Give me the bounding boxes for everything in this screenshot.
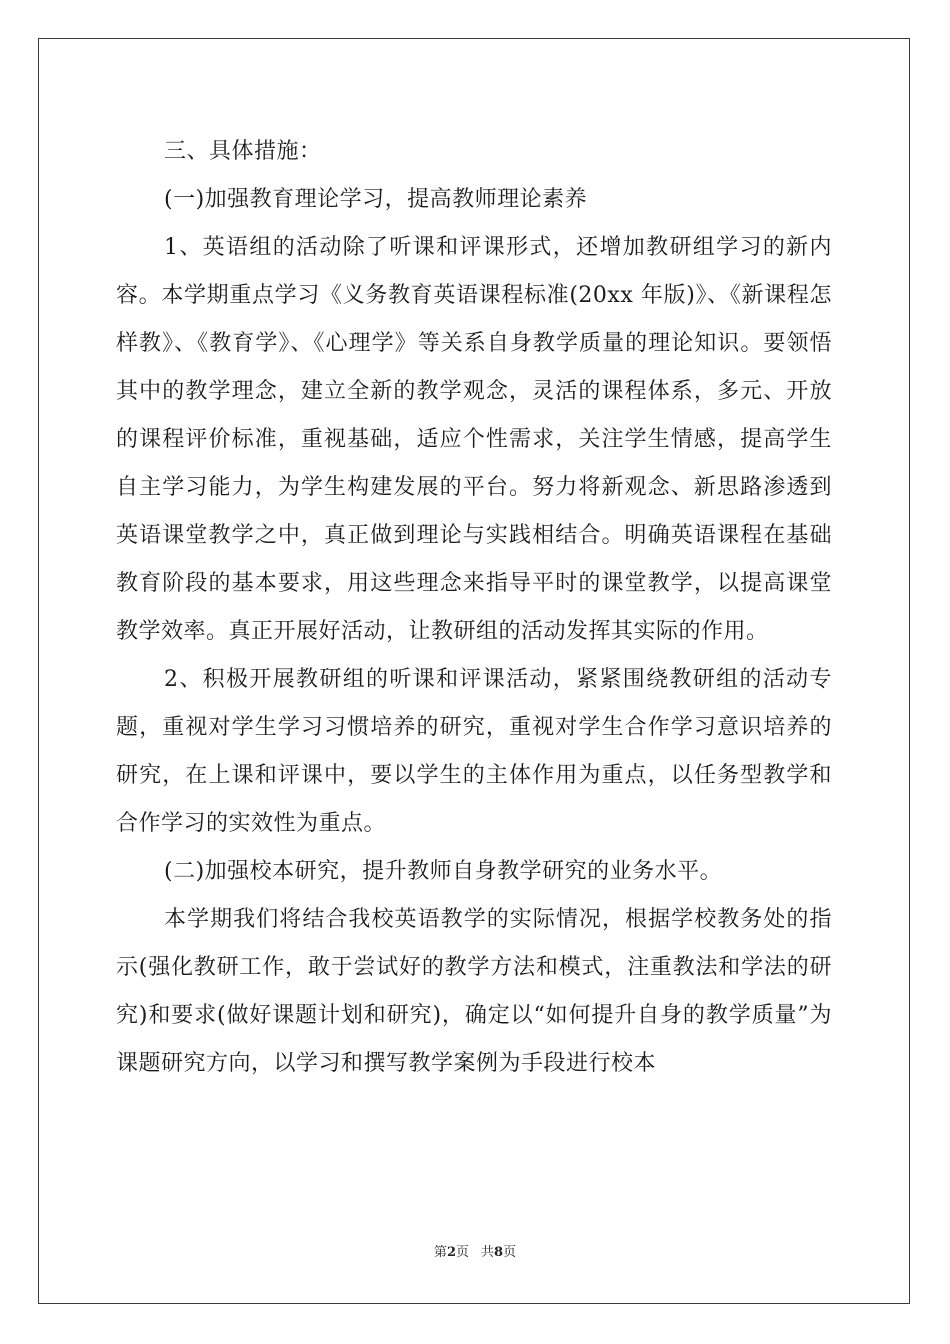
page-footer [0, 1244, 950, 1262]
page-prefix: 第 [433, 1245, 447, 1260]
total-suffix: 页 [503, 1245, 517, 1260]
document-body [116, 128, 832, 1088]
subsection-heading-1: (一)加强教育理论学习，提高教师理论素养 [164, 187, 588, 212]
section-heading: 三、具体措施： [164, 139, 322, 164]
total-prefix: 共 [481, 1245, 495, 1260]
paragraph-item-1: 1、英语组的活动除了听课和评课形式，还增加教研组学习的新内容。本学期重点学习《义务教育英语课程标准(20xx 年版)》、《新课程怎样教》、《教育学》、《心理学》等关系自身教学质量的理论知识。要领悟其中的教学理念，建立全新的教学观念，灵活的课程体系，多元、开放的课程评价标准，重视基础，适应个性需求，关注学生情感，提高学生自主学习能力，为学生构建发展的平台。努力将新观念、新思路渗透到英语课堂教学之中，真正做到理论与实践相结合。明确英语课程在基础教育阶段的基本要求，用这些理念来指导平时的课堂教学，以提高课堂教学效率。真正开展好活动，让教研组的活动发挥其实际的作用。 [116, 235, 832, 644]
paragraph-item-2: 2、积极开展教研组的听课和评课活动，紧紧围绕教研组的活动专题，重视对学生学习习惯培养的研究，重视对学生合作学习意识培养的研究，在上课和评课中，要以学生的主体作用为重点，以任务型教学和合作学习的实效性为重点。 [116, 667, 832, 836]
current-page-number: 2 [446, 1245, 456, 1260]
page-suffix: 页 [455, 1245, 469, 1260]
paragraph-school-research: 本学期我们将结合我校英语教学的实际情况，根据学校教务处的指示(强化教研工作，敢于尝试好的教学方法和模式，注重教法和学法的研究)和要求(做好课题计划和研究)，确定以“如何提升自身的教学质量”为课题研究方向，以学习和撰写教学案例为手段进行校本 [116, 907, 832, 1076]
total-page-number: 8 [494, 1245, 504, 1260]
subsection-heading-2: (二)加强校本研究，提升教师自身教学研究的业务水平。 [164, 859, 723, 884]
